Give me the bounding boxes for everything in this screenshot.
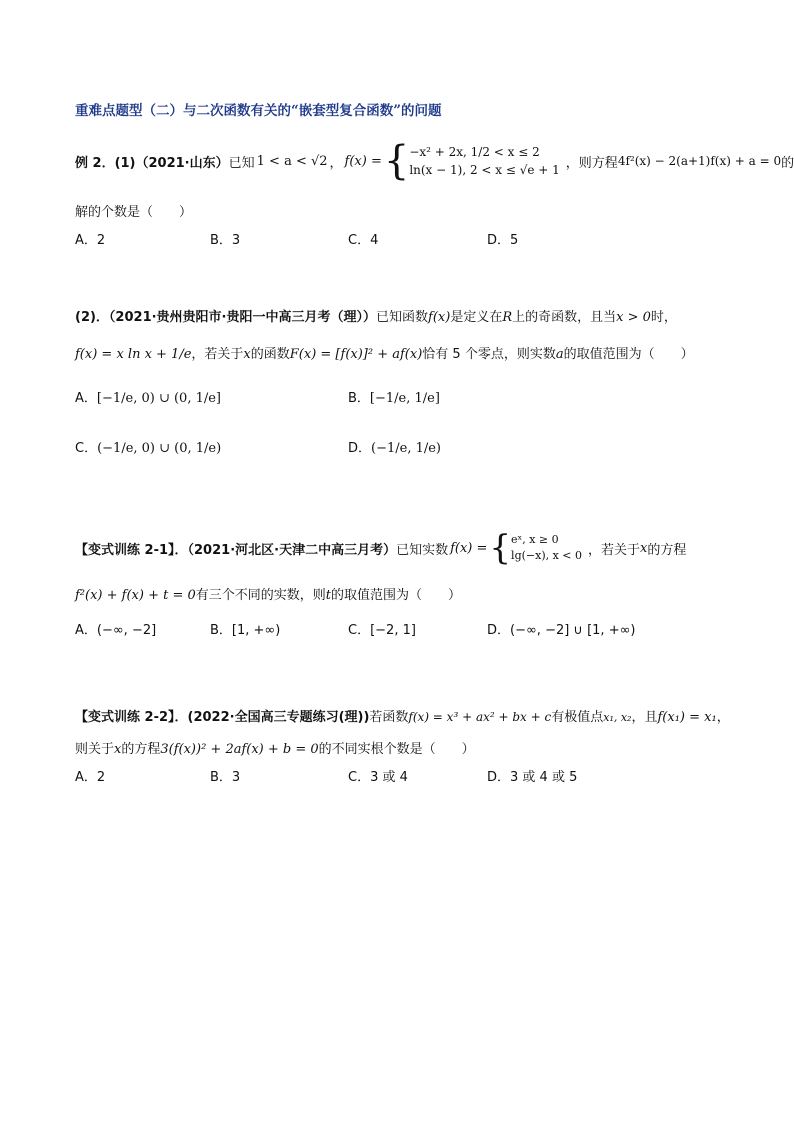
q4-line2 — [75, 738, 475, 757]
q2-stem-d: 时， — [650, 310, 677, 325]
q3-case1: eˣ, x ≥ 0 — [511, 532, 559, 546]
q3-stem-a: 已知实数 — [396, 542, 449, 558]
q4-cond: f(x₁) = x₁ — [657, 710, 717, 725]
q2-r: R — [502, 310, 513, 325]
q1-stem-b: ，则方程 — [565, 155, 618, 171]
q2-option-b-letter: B． — [348, 391, 370, 406]
q1-option-b[interactable]: B．3 — [210, 233, 241, 248]
q3-fx: f(x) = — [450, 540, 488, 556]
q3-label: 【变式训练 2-1】．（2021·河北区·天津二中高三月考） — [75, 542, 397, 558]
q2-fx-def: f(x) = x ln x + 1/e — [75, 347, 192, 362]
q2-line2-e: 的取值范围为（ ） — [563, 347, 694, 362]
q2-fx: f(x) — [428, 310, 451, 325]
q1-comma: ， — [329, 155, 343, 171]
q3-option-d[interactable]: D．(−∞, −2] ∪ [1, +∞) — [487, 623, 636, 638]
q3-stem-c: 的方程 — [647, 542, 687, 558]
q4-fx: f(x) = x³ + ax² + bx + c — [408, 710, 552, 724]
q2-option-c-text: (−1/e, 0) ∪ (0, 1/e) — [97, 441, 222, 456]
q2-cond: x > 0 — [616, 310, 651, 325]
q4-line1 — [75, 706, 730, 725]
q2-option-d[interactable] — [348, 437, 441, 456]
q2-option-a-text: [−1/e, 0) ∪ (0, 1/e] — [96, 391, 222, 406]
q3-cases — [511, 532, 582, 565]
q2-option-d-letter: D． — [348, 441, 372, 456]
q2-option-b[interactable] — [348, 387, 440, 406]
q2-option-d-text: (−1/e, 1/e) — [371, 441, 442, 456]
q4-option-b[interactable]: B．3 — [210, 770, 241, 785]
q3-case2: lg(−x), x < 0 — [511, 549, 583, 562]
q3-equation: f²(x) + f(x) + t = 0 — [75, 588, 196, 603]
q2-a: a — [555, 347, 564, 362]
q2-x: x — [243, 347, 251, 362]
q2-line1 — [75, 306, 677, 325]
q4-stem-d: ， — [716, 710, 730, 725]
q1-option-a[interactable]: A．2 — [75, 233, 106, 248]
q1-line2: 解的个数是（ ） — [75, 205, 193, 220]
q2-line2-d: 恰有 5 个零点，则实数 — [422, 347, 556, 362]
q4-label: 【变式训练 2-2】．(2022·全国高三专题练习(理)) — [75, 710, 370, 725]
q1-label: 例 2．(1)（2021·山东） — [75, 155, 229, 171]
q4-line2-b: 的方程 — [121, 742, 161, 757]
q1-equation: 4f²(x) − 2(a+1)f(x) + a = 0 — [617, 154, 782, 168]
q4-equation: 3(f(x))² + 2af(x) + b = 0 — [160, 742, 319, 757]
q2-line2 — [75, 343, 694, 362]
q2-option-a[interactable] — [75, 387, 221, 406]
q3-stem-b: ，若关于 — [588, 542, 641, 558]
q1-case1: −x² + 2x, 1/2 < x ≤ 2 — [409, 145, 540, 159]
q1-option-c[interactable]: C．4 — [348, 233, 379, 248]
q2-option-c-letter: C． — [75, 441, 98, 456]
q3-option-b[interactable]: B．[1, +∞) — [210, 623, 281, 638]
q1-line1 — [75, 136, 794, 186]
q2-Fx: F(x) = [f(x)]² + af(x) — [289, 347, 423, 362]
q1-fx: f(x) = — [344, 153, 382, 169]
q1-stem-c: 的 — [781, 155, 794, 171]
q1-stem-a: 已知 — [228, 155, 255, 171]
q2-stem-c: 上的奇函数，且当 — [512, 310, 617, 325]
q1-cases — [409, 143, 559, 179]
q2-label: (2)．（2021·贵州贵阳市·贵阳一中高三月考（理）） — [75, 310, 376, 325]
q4-points: x₁, x₂ — [603, 711, 632, 724]
q4-stem-c: ，且 — [631, 710, 658, 725]
q1-cond: 1 < a < √2 — [256, 153, 328, 169]
q4-option-d[interactable]: D．3 或 4 或 5 — [487, 770, 578, 785]
q2-stem-a: 已知函数 — [376, 310, 429, 325]
q1-brace: { — [383, 138, 410, 184]
q2-option-b-text: [−1/e, 1/e] — [369, 391, 440, 406]
q1-option-d[interactable]: D．5 — [487, 233, 519, 248]
q4-line2-c: 的不同实根个数是（ ） — [318, 742, 475, 757]
q3-option-c[interactable]: C．[−2, 1] — [348, 623, 416, 638]
section-heading: 重难点题型（二）与二次函数有关的“嵌套型复合函数”的问题 — [75, 103, 442, 119]
q3-line1 — [75, 528, 686, 568]
q3-t: t — [325, 588, 332, 603]
q4-stem-a: 若函数 — [369, 710, 409, 725]
q2-stem-b: 是定义在 — [450, 310, 503, 325]
q3-brace: { — [489, 528, 512, 568]
q1-case2: ln(x − 1), 2 < x ≤ √e + 1 — [409, 163, 560, 177]
q2-line2-c: 的函数 — [250, 347, 290, 362]
q2-option-a-letter: A． — [75, 391, 97, 406]
q2-option-c[interactable] — [75, 437, 221, 456]
q4-option-c[interactable]: C．3 或 4 — [348, 770, 408, 785]
q3-line2 — [75, 584, 461, 603]
q4-x: x — [114, 742, 122, 757]
q2-line2-b: ，若关于 — [191, 347, 244, 362]
q4-line2-a: 则关于 — [75, 742, 115, 757]
q3-x: x — [640, 540, 648, 556]
q3-line2-b: 有三个不同的实数，则 — [195, 588, 326, 603]
q4-stem-b: 有极值点 — [551, 710, 604, 725]
q4-option-a[interactable]: A．2 — [75, 770, 106, 785]
q3-line2-c: 的取值范围为（ ） — [331, 588, 462, 603]
q3-option-a[interactable]: A．(−∞, −2] — [75, 623, 157, 638]
